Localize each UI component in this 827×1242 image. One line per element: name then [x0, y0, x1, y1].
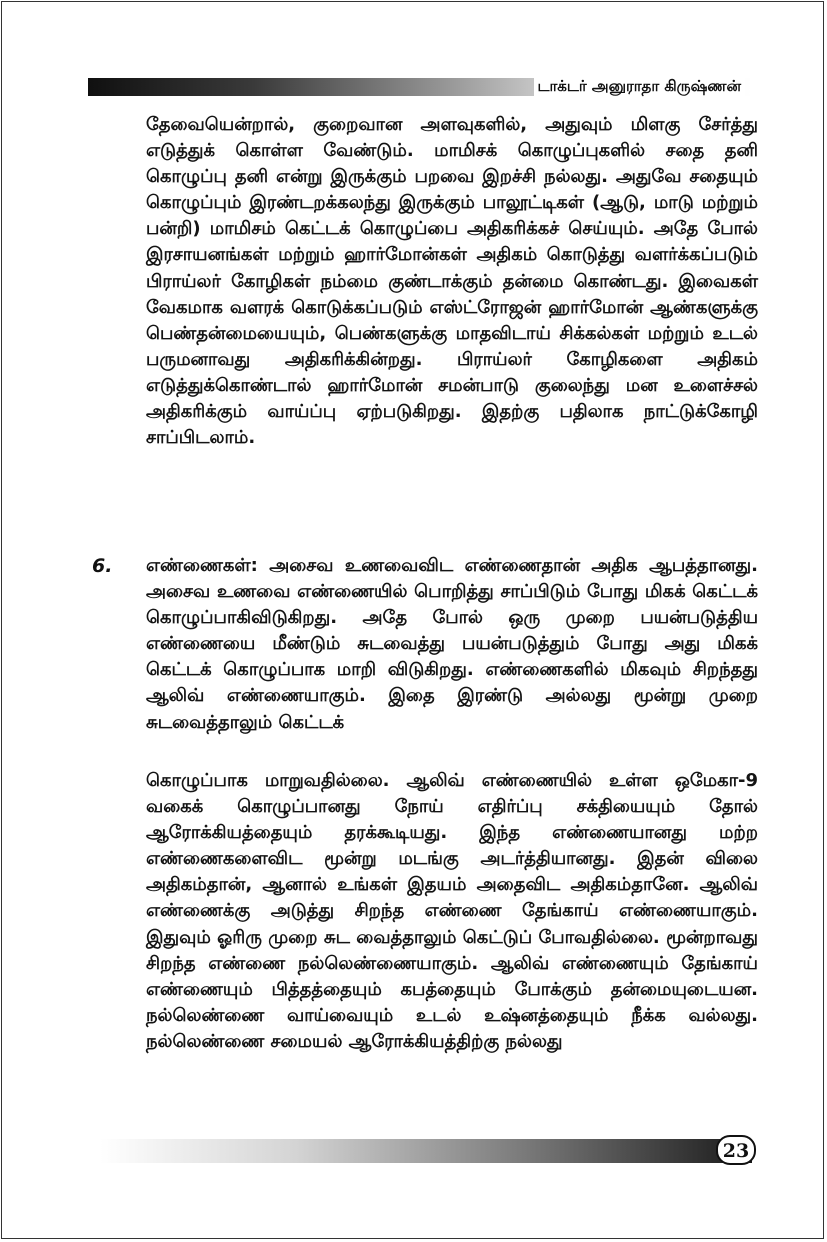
body-paragraph-1: தேவையென்றால், குறைவான அளவுகளில், அதுவும் மிளகு சேர்த்து எடுத்துக் கொள்ள வேண்டும். மாமிசக் கொழுப்புகளில் சதை தனி கொழுப்பு தனி என்று இருக்கும் பறவை இறச்சி நல்லது. அதுவே சதையும் கொழுப்பும் இரண்டறக்கலந்து இருக்கும் பாலூட்டிகள் (ஆடு, மாடு மற்றும் பன்றி) மாமிசம் கெட்டக் கொழுப்பை அதிகரிக்கச் செய்யும். அதே போல் இரசாயனங்கள் மற்றும் ஹார்மோன்கள் அதிகம் கொடுத்து வளர்க்கப்படும் பிராய்லர் கோழிகள் நம்மை குண்டாக்கும் தன்மை கொண்டது. இவைகள் வேகமாக வளரக் கொடுக்கப்படும் எஸ்ட்ரோஜன் ஹார்மோன் ஆண்களுக்கு பெண்தன்மையையும், பெண்களுக்கு மாதவிடாய் சிக்கல்கள் மற்றும் உடல் பருமனாவது அதிகரிக்கின்றது. பிராய்லர் கோழிகளை அதிகம் எடுத்துக்கொண்டால் ஹார்மோன் சமன்பாடு குலைந்து மன உளைச்சல் அதிகரிக்கும் வாய்ப்பு ஏற்படுகிறது. இதற்கு பதிலாக நாட்டுக்கோழி சாப்பிடலாம். — [146, 114, 758, 449]
body-paragraph-2-text: அசைவ உணவைவிட எண்ணைதான் அதிக ஆபத்தானது. அசைவ உணவை எண்ணையில் பொறித்து சாப்பிடும் போது மிகக் கெட்டக் கொழுப்பாகிவிடுகிறது. அதே போல் ஒரு முறை பயன்படுத்திய எண்ணையை மீண்டும் சுடவைத்து பயன்படுத்தும் போது அது மிகக் கெட்டக் கொழுப்பாக மாறி விடுகிறது. எண்ணைகளில் மிகவும் சிறந்தது ஆலிவ் எண்ணையாகும். இதை இரண்டு அல்லது மூன்று முறை சுடவைத்தாலும் கெட்டக் — [146, 555, 758, 733]
body-paragraph-2 — [146, 553, 758, 736]
body-paragraph-3: கொழுப்பாக மாறுவதில்லை. ஆலிவ் எண்ணையில் உள்ள ஒமேகா-9 வகைக் கொழுப்பானது நோய் எதிர்ப்பு சக்தியையும் தோல் ஆரோக்கியத்தையும் தரக்கூடியது. இந்த எண்ணையானது மற்ற எண்ணைகளைவிட மூன்று மடங்கு அடர்த்தியானது. இதன் விலை அதிகம்தான், ஆனால் உங்கள் இதயம் அதைவிட அதிகம்தானே. ஆலிவ் எண்ணைக்கு அடுத்து சிறந்த எண்ணை தேங்காய் எண்ணையாகும். இதுவும் ஓரிரு முறை சுட வைத்தாலும் கெட்டுப் போவதில்லை. மூன்றாவது சிறந்த எண்ணை நல்லெண்ணையாகும். ஆலிவ் எண்ணையும் தேங்காய் எண்ணையும் பித்தத்தையும் கபத்தையும் போக்கும் தன்மையுடையன. நல்லெண்ணை வாய்வையும் உடல் உஷ்னத்தையும் நீக்க வல்லது. நல்லெண்ணை சமையல் ஆரோக்கியத்திற்கு நல்லது — [146, 770, 758, 1052]
footer-gradient-bar — [100, 1139, 752, 1163]
running-header-author: டாக்டர் அனுராதா கிருஷ்ணன் — [534, 74, 745, 98]
list-item-number: 6. — [92, 555, 113, 577]
item-heading: எண்ணைகள்: — [146, 555, 258, 576]
page-number: 23 — [716, 1135, 756, 1165]
